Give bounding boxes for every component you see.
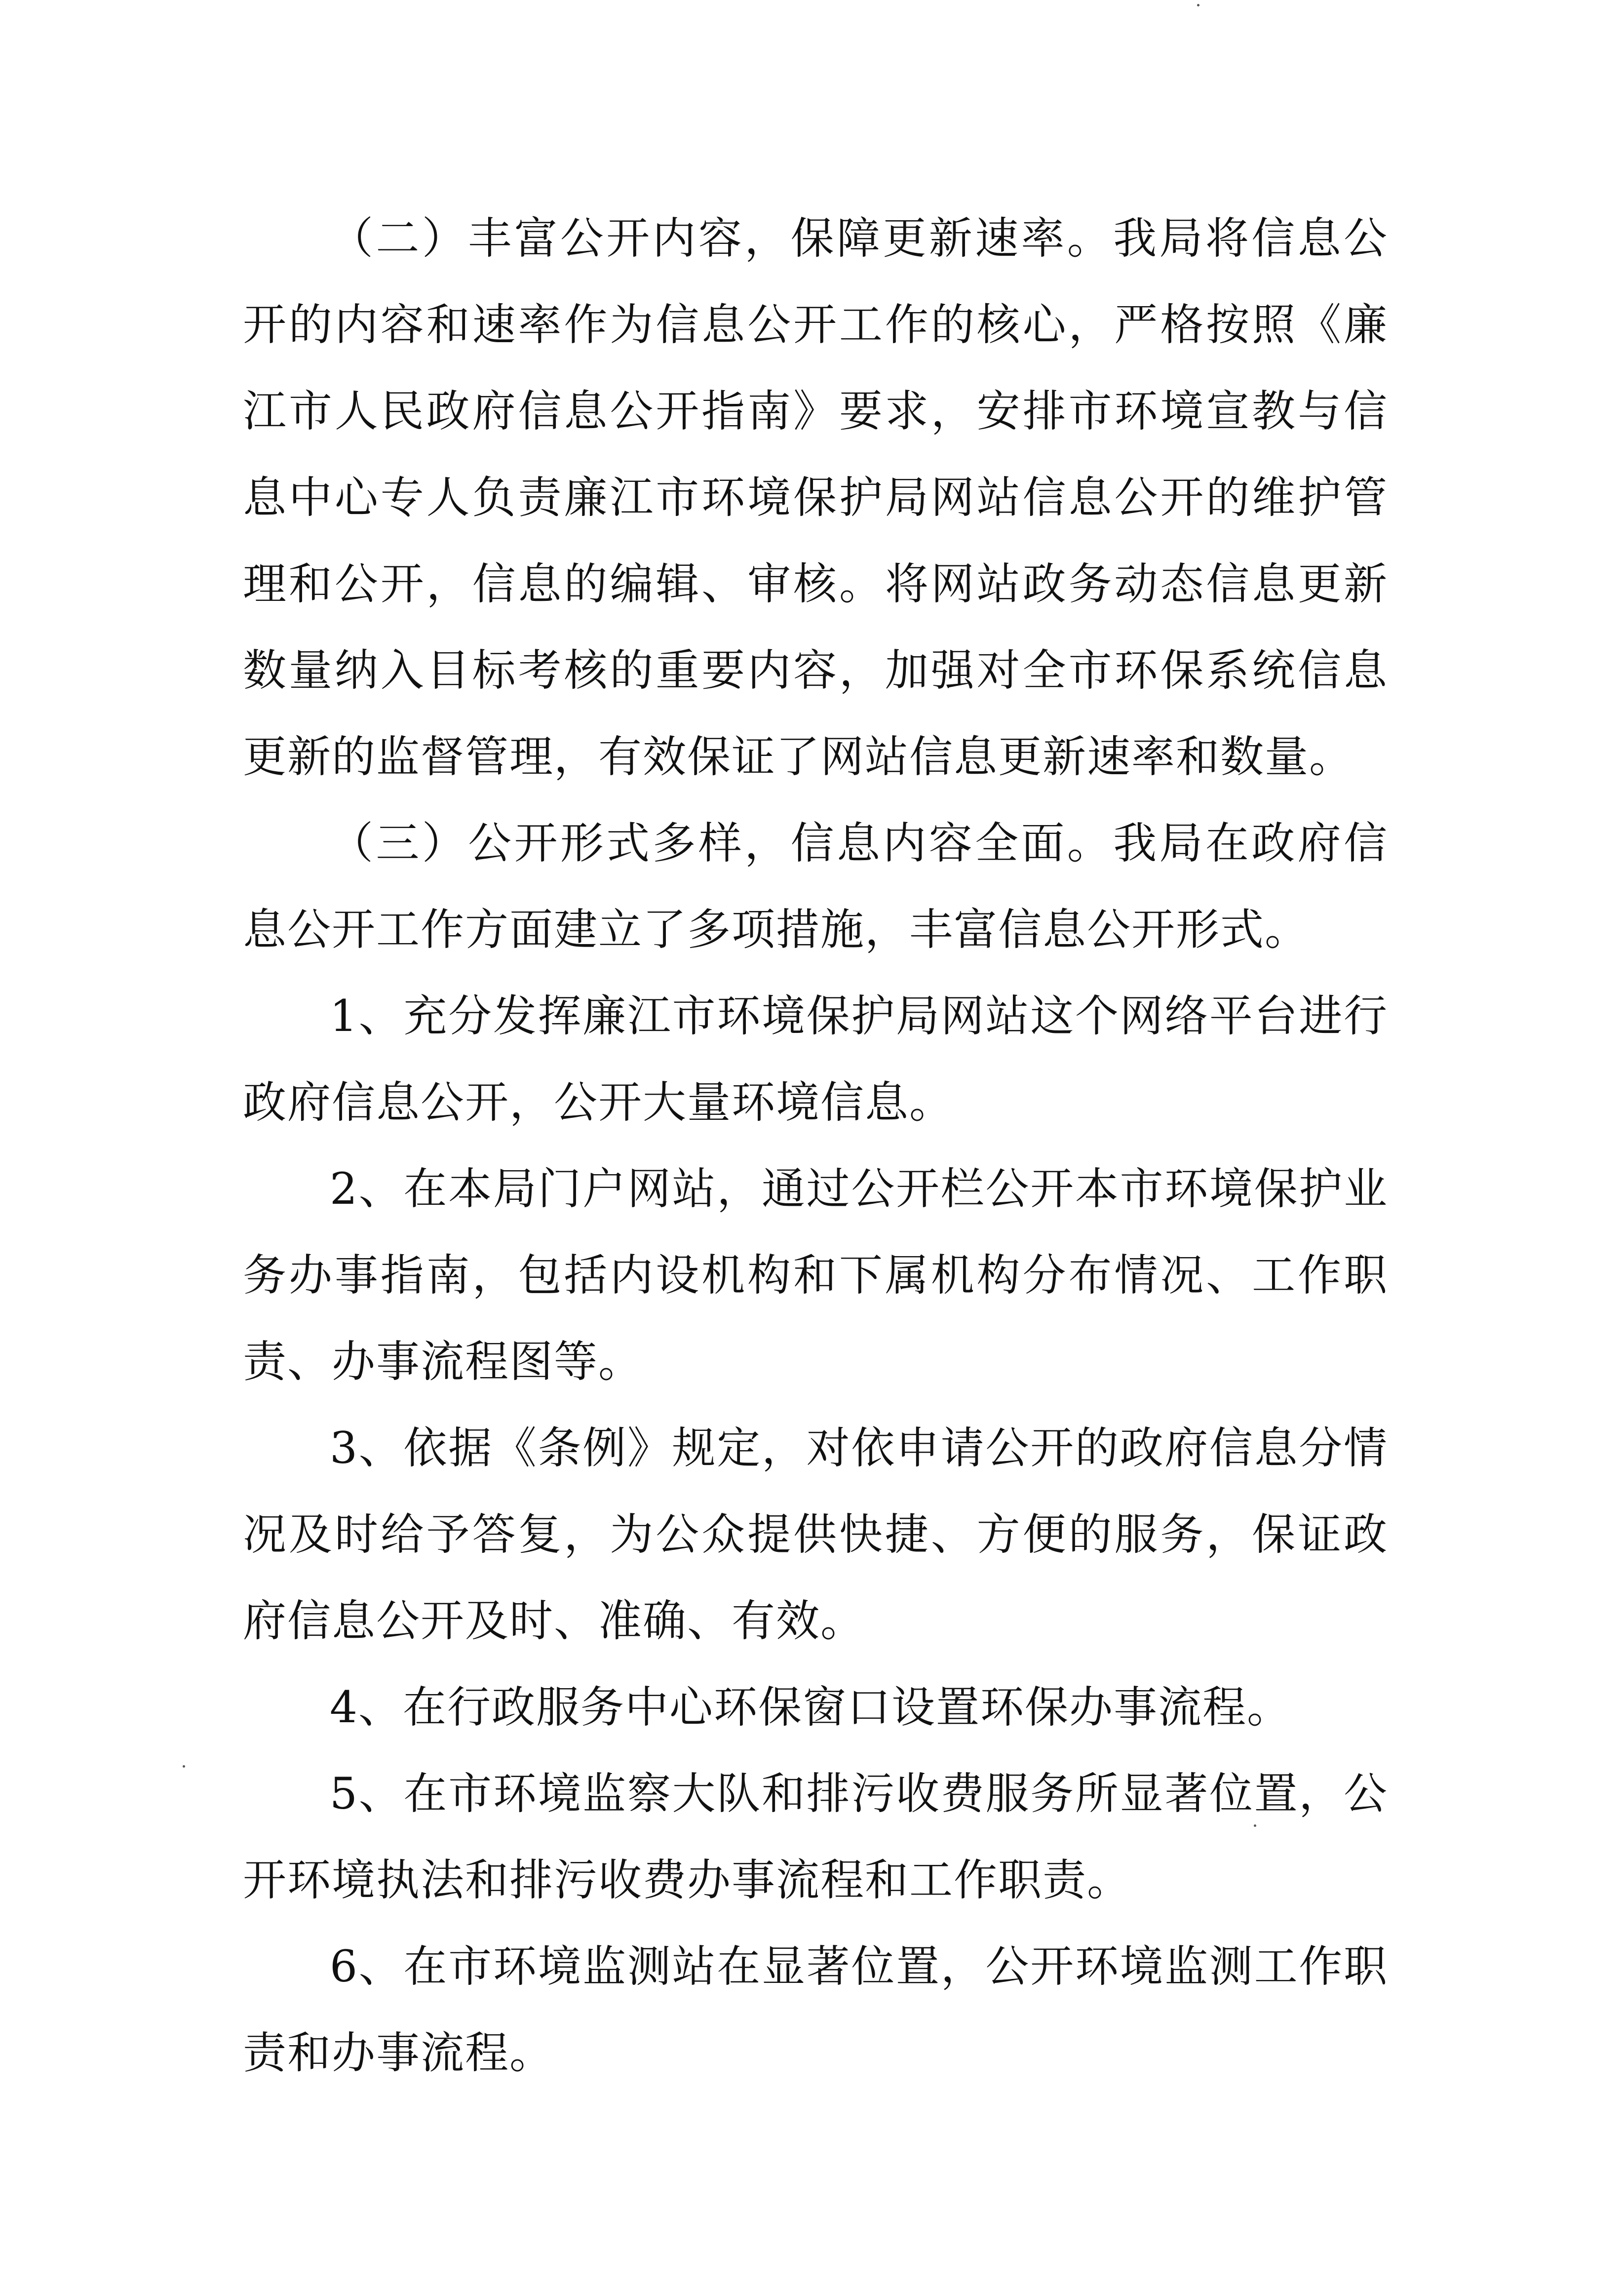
paragraph-item-2: 2、在本局门户网站，通过公开栏公开本市环境保护业务办事指南，包括内设机构和下属机构分布情况、工作职责、办事流程图等。 <box>243 1163 1388 1387</box>
scan-speck <box>1254 1824 1256 1827</box>
paragraph-item-4: 4、在行政服务中心环保窗口设置环保办事流程。 <box>330 1682 1291 1733</box>
scan-speck <box>1197 4 1199 6</box>
paragraph-item-3: 3、依据《条例》规定，对依申请公开的政府信息分情况及时给予答复，为公众提供快捷、方便的服务，保证政府信息公开及时、准确、有效。 <box>243 1423 1388 1646</box>
paragraph-section-3: （三）公开形式多样，信息内容全面。我局在政府信息公开工作方面建立了多项措施，丰富信息公开形式。 <box>243 818 1388 955</box>
paragraph-item-5: 5、在市环境监察大队和排污收费服务所显著位置，公开环境执法和排污收费办事流程和工作职责。 <box>243 1768 1388 1905</box>
document-body <box>243 195 1388 2096</box>
paragraph-section-2: （二）丰富公开内容，保障更新速率。我局将信息公开的内容和速率作为信息公开工作的核心，严格按照《廉江市人民政府信息公开指南》要求，安排市环境宣教与信息中心专人负责廉江市环境保护局网站信息公开的维护管理和公开，信息的编辑、审核。将网站政务动态信息更新数量纳入目标考核的重要内容，加强对全市环保系统信息更新的监督管理，有效保证了网站信息更新速率和数量。 <box>243 213 1388 782</box>
paragraph-item-6: 6、在市环境监测站在显著位置，公开环境监测工作职责和办事流程。 <box>243 1941 1388 2078</box>
paragraph-item-1: 1、充分发挥廉江市环境保护局网站这个网络平台进行政府信息公开，公开大量环境信息。 <box>243 990 1388 1128</box>
scan-speck <box>183 1765 185 1768</box>
